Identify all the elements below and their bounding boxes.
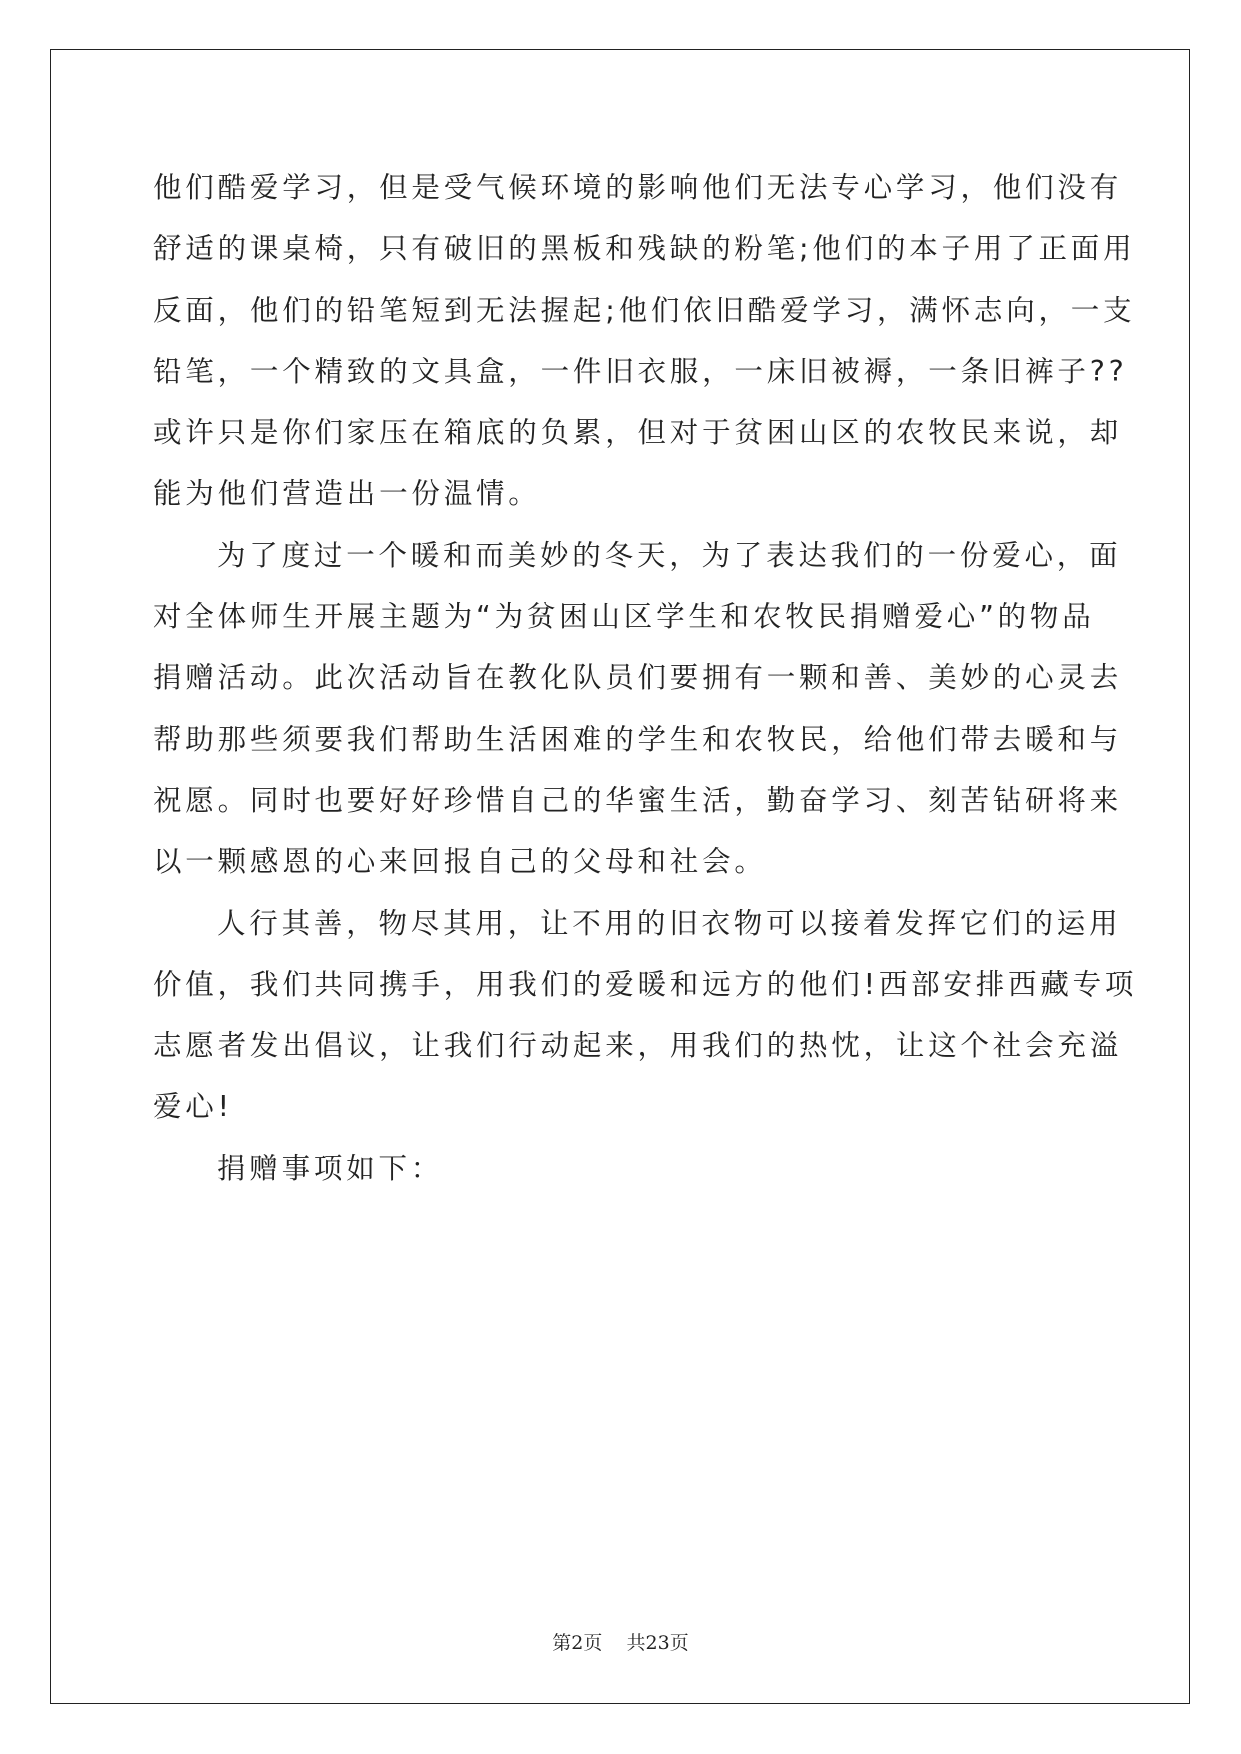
text-line: 铅笔，一个精致的文具盒，一件旧衣服，一床旧被褥，一条旧裤子??	[153, 354, 1128, 388]
text-line: 以一颗感恩的心来回报自己的父母和社会。	[153, 845, 767, 879]
text-line: 志愿者发出倡议，让我们行动起来，用我们的热忱，让这个社会充溢	[153, 1029, 1123, 1063]
document-body	[153, 157, 1138, 1199]
paragraph-start-line: 人行其善，物尽其用，让不用的旧衣物可以接着发挥它们的运用	[217, 906, 1122, 940]
text-line: 反面，他们的铅笔短到无法握起;他们依旧酷爱学习，满怀志向，一支	[153, 293, 1136, 327]
text-line: 捐赠活动。此次活动旨在教化队员们要拥有一颗和善、美妙的心灵去	[153, 661, 1123, 695]
text-line: 爱心!	[153, 1090, 233, 1124]
page-footer	[0, 1628, 1241, 1655]
paragraph-start-line: 为了度过一个暖和而美妙的冬天，为了表达我们的一份爱心，面	[217, 538, 1122, 572]
text-line: 价值，我们共同携手，用我们的爱暖和远方的他们!西部安排西藏专项	[153, 967, 1138, 1001]
page-number: 第2页	[552, 1632, 603, 1654]
text-line: 帮助那些须要我们帮助生活困难的学生和农牧民，给他们带去暖和与	[153, 722, 1123, 756]
text-line: 对全体师生开展主题为“为贫困山区学生和农牧民捐赠爱心”的物品	[153, 600, 1095, 634]
text-line: 或许只是你们家压在箱底的负累，但对于贫困山区的农牧民来说，却	[153, 416, 1123, 450]
text-line: 舒适的课桌椅，只有破旧的黑板和残缺的粉笔;他们的本子用了正面用	[153, 232, 1136, 266]
page-total: 共23页	[626, 1632, 689, 1654]
paragraph-start-line: 捐赠事项如下：	[217, 1151, 444, 1185]
text-line: 能为他们营造出一份温情。	[153, 477, 541, 511]
text-line: 祝愿。同时也要好好珍惜自己的华蜜生活，勤奋学习、刻苦钻研将来	[153, 783, 1123, 817]
text-line: 他们酷爱学习，但是受气候环境的影响他们无法专心学习，他们没有	[153, 171, 1123, 204]
